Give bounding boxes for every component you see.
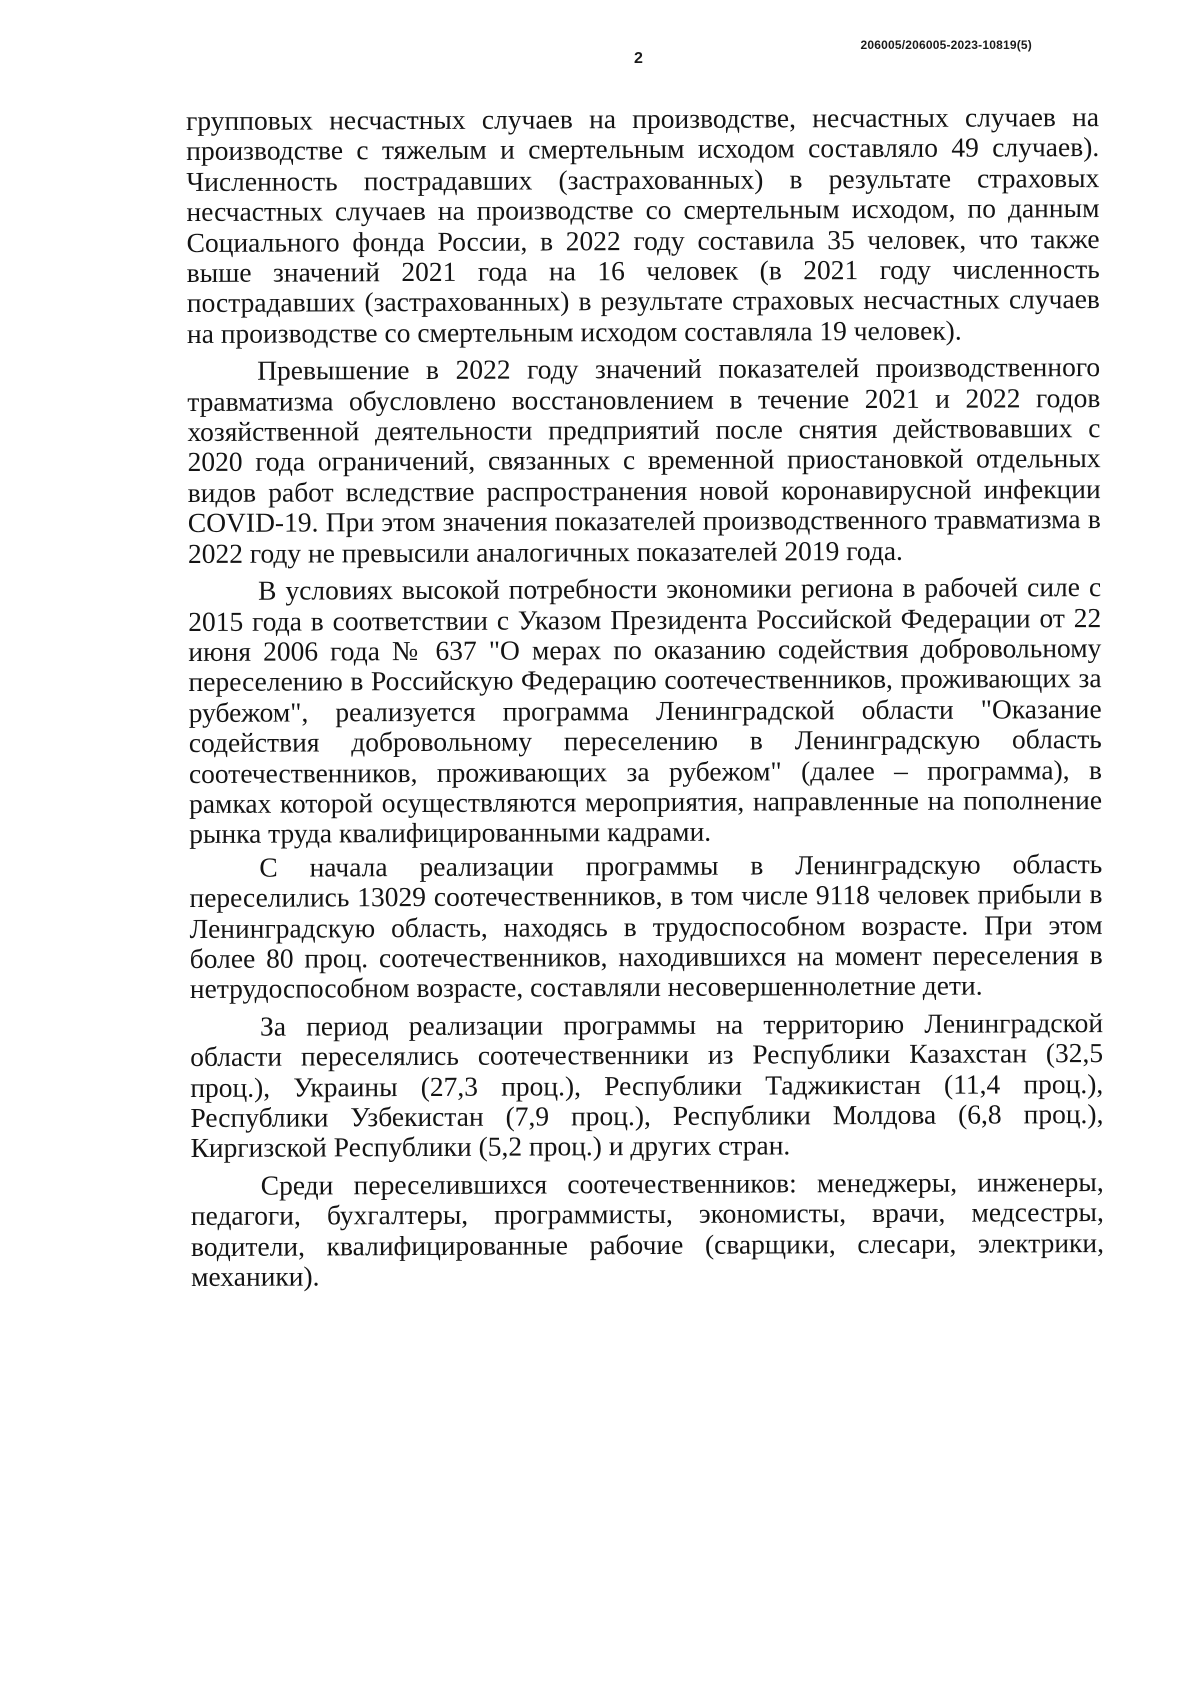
paragraph-injury-rate-explanation: Превышение в 2022 году значений показателей производственного травматизма обусловлено восстановлением в течение 2021 и 2022 годов хозяйственной деятельности предприятий после снятия действовавших с 2020 года ограничений, связанных с временной приостановкой отдельных видов работ вследствие распространения новой коронавирусной инфекции COVID-19. При этом значения показателей производственного травматизма в 2022 году не превысили аналогичных показателей 2019 года. (187, 351, 1101, 569)
page-number: 2 (634, 50, 643, 67)
paragraph-injury-statistics-continued: групповых несчастных случаев на производстве, несчастных случаев на производстве с тяжелым и смертельным исходом составляло 49 случаев). Численность пострадавших (застрахованных) в результате страховых несчастных случаев на производстве со смертельным исходом, по данным Социального фонда России, в 2022 году составила 35 человек, что также выше значений 2021 года на 16 человек (в 2021 году численность пострадавших (застрахованных) в результате страховых несчастных случаев на производстве со смертельным исходом составляла 19 человек). (185, 101, 1100, 349)
document-body (186, 102, 1104, 1295)
document-registration-number: 206005/206005-2023-10819(5) (860, 38, 1032, 52)
paragraph-professions: Среди переселившихся соотечественников: менеджеры, инженеры, педагоги, бухгалтеры, программисты, экономисты, врачи, медсестры, водители, квалифицированные рабочие (сварщики, слесари, электрики, механики). (190, 1165, 1105, 1293)
paragraph-countries-of-origin: За период реализации программы на территорию Ленинградской области переселялись соотечественники из Республики Казахстан (32,5 проц.), Украины (27,3 проц.), Республики Таджикистан (11,4 проц.), Республики Узбекистан (7,9 проц.), Республики Молдова (6,8 проц.), Киргизской Республики (5,2 проц.) и других стран. (190, 1006, 1104, 1164)
paragraph-resettled-count: С начала реализации программы в Ленинградскую область переселились 13029 соотечественников, в том числе 9118 человек прибыли в Ленинградскую область, находясь в трудоспособном возрасте. При этом более 80 проц. соотечественников, находившихся на момент переселения в нетрудоспособном возрасте, составляли несовершеннолетние дети. (189, 847, 1103, 1005)
paragraph-resettlement-program: В условиях высокой потребности экономики региона в рабочей силе с 2015 года в соответствии с Указом Президента Российской Федерации от 22 июня 2006 года № 637 "О мерах по оказанию содействия добровольному переселению в Российскую Федерацию соотечественников, проживающих за рубежом", реализуется программа Ленинградской области "Оказание содействия добровольному переселению в Ленинградскую область соотечественников, проживающих за рубежом" (далее – программа), в рамках которой осуществляются мероприятия, направленные на пополнение рынка труда квалифицированными кадрами. (188, 571, 1103, 850)
